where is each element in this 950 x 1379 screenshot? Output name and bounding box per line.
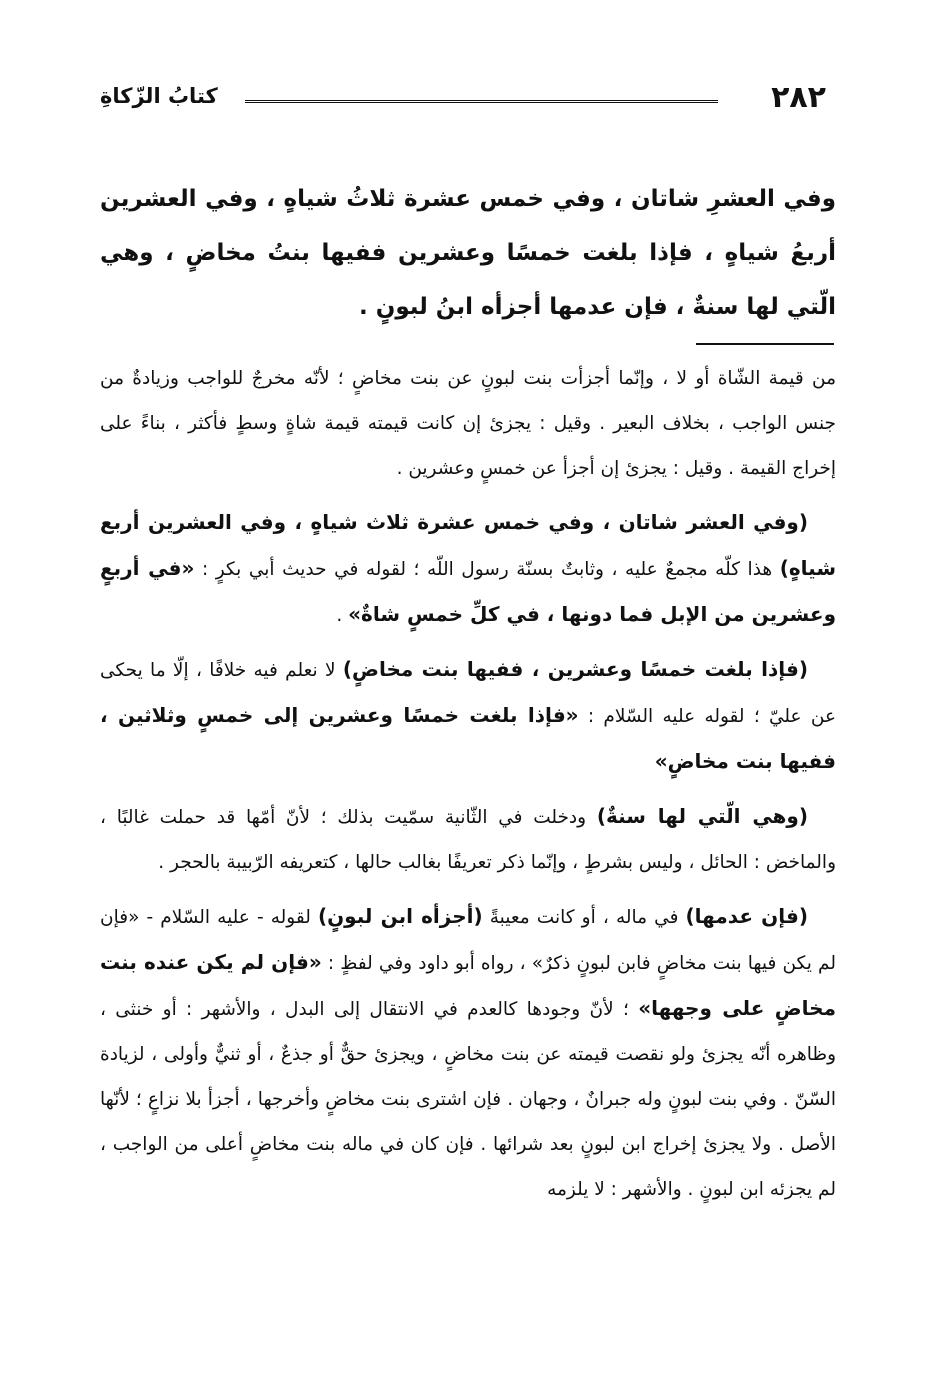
quoted-matn: (أجزأه ابن لبونٍ)	[317, 904, 483, 928]
commentary-text: من قيمة الشّاة أو لا ، وإنّما أجزأت بنت لبونٍ عن بنت مخاضٍ ؛ لأنّه مخرجٌ للواجب وزيادةٌ من جنس الواجب ، بخلاف البعير . وقيل : يجزئ إن كانت قيمته قيمة شاةٍ وسطٍ فأكثر ، بناءً على إخراج القيمة . وقيل : يجزئ إن أجزأ عن خمسٍ وعشرين .	[100, 368, 836, 479]
hadith-quote: «فإن لم يكن عنده بنت مخاضٍ على وجهها»	[100, 950, 836, 1020]
commentary-text: لا نعلم فيه خلافًا ، إلّا ما يحكى عن عليّ ؛ لقوله عليه السّلام :	[100, 660, 837, 727]
hadith-quote: «في أربعٍ وعشرين من الإبل فما دونها ، في كلِّ خمسٍ شاةٌ»	[100, 556, 836, 626]
commentary-paragraph	[100, 894, 836, 1212]
commentary-text: .	[336, 605, 349, 626]
commentary-divider	[696, 343, 834, 345]
commentary-paragraph	[100, 794, 836, 885]
main-text: وفي العشرِ شاتان ، وفي خمس عشرة ثلاثُ شياهٍ ، وفي العشرين أربعُ شياهٍ ، فإذا بلغت خمسًا وعشرين ففيها بنتُ مخاضٍ ، وهي الّتي لها سنةٌ ، فإن عدمها أجزأه ابنُ لبونٍ .	[100, 186, 836, 320]
quoted-matn: (فإن عدمها)	[685, 904, 808, 928]
quoted-matn: (فإذا بلغت خمسًا وعشرين ، ففيها بنت مخاضٍ)	[342, 657, 809, 681]
commentary-text: لقوله - عليه السّلام - «فإن لم يكن فيها بنت مخاضٍ فابن لبونٍ ذكرٌ» ، رواه أبو داود وفي لفظٍ :	[100, 907, 836, 974]
page-number: ٢٨٢	[771, 80, 826, 115]
quoted-matn: (وفي العشر شاتان ، وفي خمس عشرة ثلاث شياهٍ ، وفي العشرين أربع شياهٍ)	[100, 510, 836, 580]
page-header	[100, 80, 840, 120]
commentary-text: في ماله ، أو كانت معيبةً	[482, 907, 686, 928]
commentary-paragraph	[100, 500, 836, 638]
commentary-text: ودخلت في الثّانية سمّيت بذلك ؛ لأنّ أمّها قد حملت غالبًا ، والماخض : الحائل ، وليس بشرطٍ ، وإنّما ذكر تعريفًا بغالب حالها ، كتعريفه الرّبيبة بالحجر .	[100, 807, 836, 873]
commentary-paragraph	[100, 356, 836, 491]
running-title: كتابُ الزّكاةِ	[100, 84, 218, 108]
commentary-paragraph	[100, 647, 836, 785]
commentary-text: هذا كلّه مجمعٌ عليه ، وثابتٌ بسنّة رسول اللّه ؛ لقوله في حديث أبي بكرٍ :	[194, 559, 780, 580]
header-divider	[245, 100, 718, 105]
commentary	[100, 356, 836, 1221]
commentary-text: ؛ لأنّ وجودها كالعدم في الانتقال إلى البدل ، والأشهر : أو خنثى ، وظاهره أنّه يجزئ ولو نقصت قيمته عن بنت مخاضٍ ، ويجزئ حقٌّ أو جذعٌ ، أو ثنيٌّ وأولى ، لزيادة السّنّ . وفي بنت لبونٍ وله جبرانٌ ، وجهان . فإن اشترى بنت مخاضٍ وأخرجها ، أجزأ بلا نزاعٍ ؛ لأنّها الأصل . ولا يجزئ إخراج ابن لبونٍ بعد شرائها . فإن كان في ماله بنت مخاضٍ أعلى من الواجب ، لم يجزئه ابن لبونٍ . والأشهر : لا يلزمه	[100, 999, 836, 1200]
quoted-matn: (وهي الّتي لها سنةٌ)	[596, 804, 808, 828]
hadith-quote: «فإذا بلغت خمسًا وعشرين إلى خمسٍ وثلاثين ، ففيها بنت مخاضٍ»	[100, 703, 836, 773]
